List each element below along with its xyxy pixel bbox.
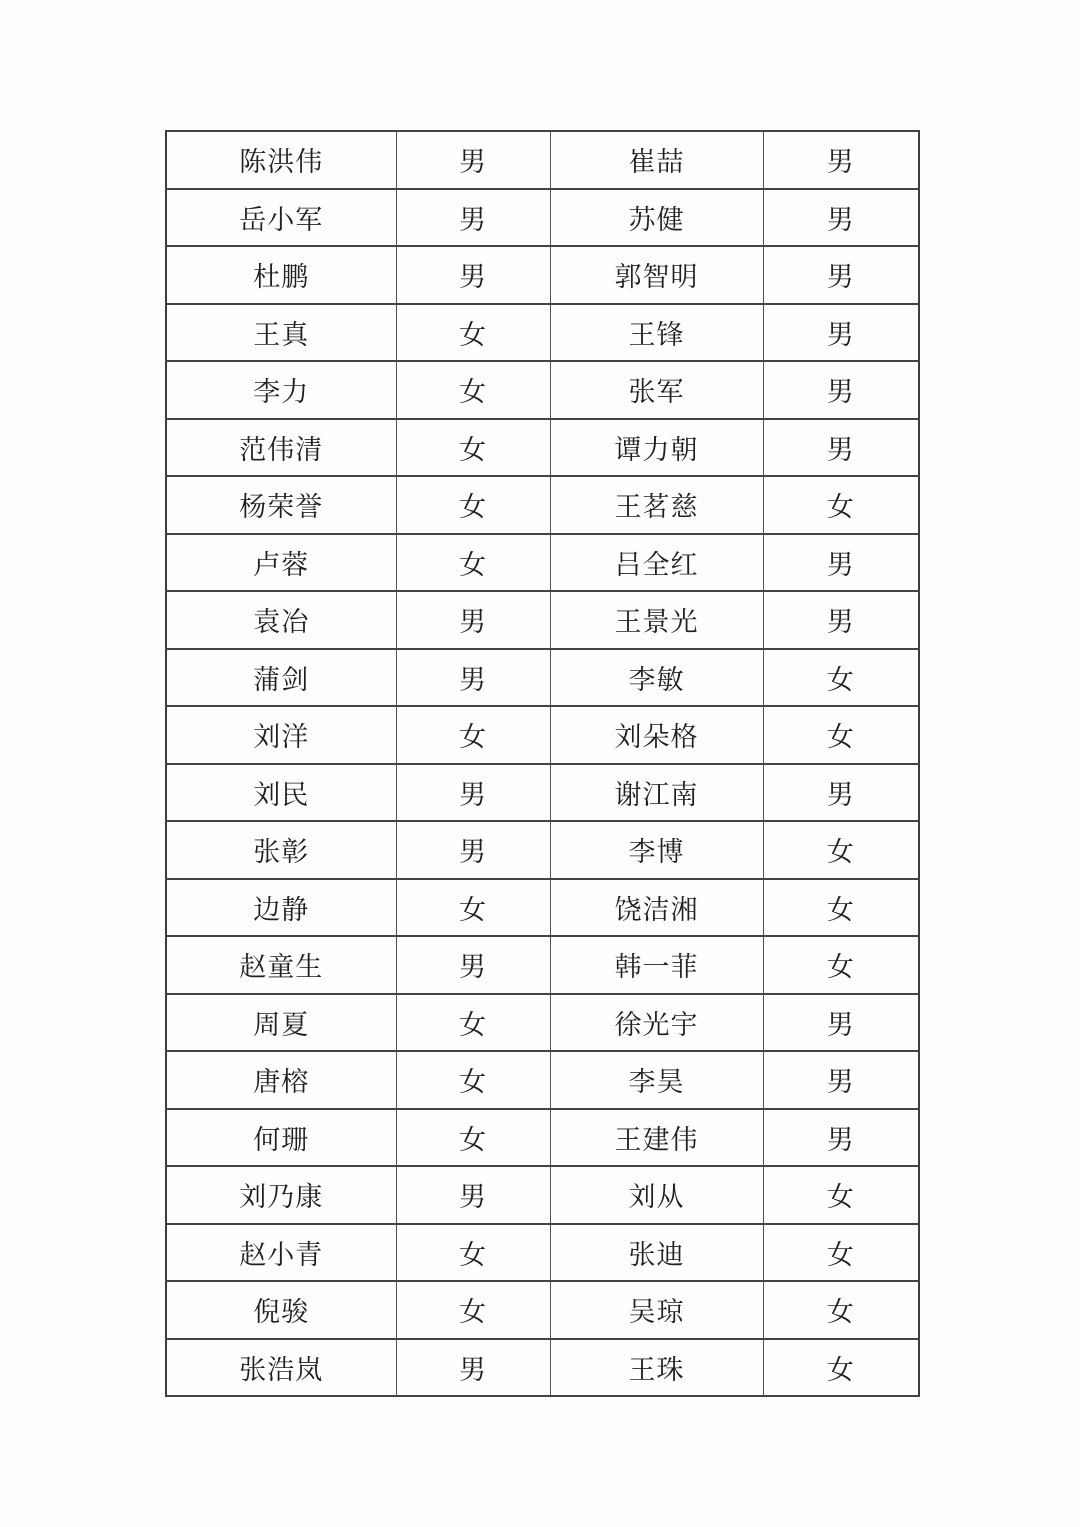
name-cell: 李昊 <box>550 1051 763 1109</box>
table-row <box>166 994 919 1052</box>
gender-cell: 女 <box>396 419 550 477</box>
name-cell: 陈洪伟 <box>166 131 396 189</box>
name-cell: 张彰 <box>166 821 396 879</box>
gender-cell: 女 <box>763 821 919 879</box>
gender-cell: 男 <box>396 131 550 189</box>
table-row <box>166 131 919 189</box>
gender-cell: 女 <box>763 879 919 937</box>
table-row <box>166 936 919 994</box>
name-cell: 饶洁湘 <box>550 879 763 937</box>
gender-cell: 女 <box>763 1339 919 1397</box>
gender-cell: 女 <box>763 649 919 707</box>
table-row <box>166 1224 919 1282</box>
gender-cell: 男 <box>763 361 919 419</box>
table-row <box>166 189 919 247</box>
table-row <box>166 1166 919 1224</box>
name-cell: 岳小军 <box>166 189 396 247</box>
name-cell: 王锋 <box>550 304 763 362</box>
table-row <box>166 246 919 304</box>
name-cell: 郭智明 <box>550 246 763 304</box>
table-row <box>166 1051 919 1109</box>
name-cell: 张军 <box>550 361 763 419</box>
gender-cell: 女 <box>396 994 550 1052</box>
name-cell: 蒲剑 <box>166 649 396 707</box>
table-row <box>166 534 919 592</box>
gender-cell: 男 <box>763 1109 919 1167</box>
name-cell: 边静 <box>166 879 396 937</box>
name-cell: 李博 <box>550 821 763 879</box>
gender-cell: 男 <box>396 591 550 649</box>
name-cell: 崔喆 <box>550 131 763 189</box>
name-cell: 卢蓉 <box>166 534 396 592</box>
gender-cell: 女 <box>396 706 550 764</box>
gender-cell: 女 <box>763 476 919 534</box>
name-cell: 王茗慈 <box>550 476 763 534</box>
name-cell: 李力 <box>166 361 396 419</box>
gender-cell: 男 <box>396 246 550 304</box>
gender-cell: 女 <box>396 534 550 592</box>
name-cell: 王建伟 <box>550 1109 763 1167</box>
gender-cell: 男 <box>763 1051 919 1109</box>
name-cell: 刘从 <box>550 1166 763 1224</box>
gender-cell: 女 <box>763 706 919 764</box>
table-row <box>166 706 919 764</box>
name-cell: 赵童生 <box>166 936 396 994</box>
name-cell: 倪骏 <box>166 1281 396 1339</box>
name-cell: 王景光 <box>550 591 763 649</box>
name-cell: 李敏 <box>550 649 763 707</box>
table-row <box>166 1109 919 1167</box>
name-cell: 刘洋 <box>166 706 396 764</box>
gender-cell: 女 <box>396 879 550 937</box>
name-cell: 徐光宇 <box>550 994 763 1052</box>
table-row <box>166 821 919 879</box>
name-cell: 张迪 <box>550 1224 763 1282</box>
table-row <box>166 879 919 937</box>
name-cell: 何珊 <box>166 1109 396 1167</box>
name-cell: 吴琼 <box>550 1281 763 1339</box>
table-row <box>166 476 919 534</box>
gender-cell: 女 <box>763 1224 919 1282</box>
name-cell: 苏健 <box>550 189 763 247</box>
gender-cell: 男 <box>396 764 550 822</box>
gender-cell: 女 <box>763 936 919 994</box>
name-cell: 张浩岚 <box>166 1339 396 1397</box>
name-cell: 杜鹏 <box>166 246 396 304</box>
gender-cell: 女 <box>763 1166 919 1224</box>
table-row <box>166 591 919 649</box>
gender-cell: 女 <box>396 1224 550 1282</box>
name-cell: 王珠 <box>550 1339 763 1397</box>
gender-cell: 女 <box>396 476 550 534</box>
gender-cell: 男 <box>763 246 919 304</box>
gender-cell: 男 <box>763 189 919 247</box>
gender-cell: 男 <box>763 131 919 189</box>
gender-cell: 女 <box>396 361 550 419</box>
gender-cell: 男 <box>763 304 919 362</box>
name-cell: 周夏 <box>166 994 396 1052</box>
name-cell: 袁冶 <box>166 591 396 649</box>
table-row <box>166 361 919 419</box>
gender-cell: 女 <box>396 304 550 362</box>
gender-cell: 男 <box>763 591 919 649</box>
table-row <box>166 1339 919 1397</box>
name-cell: 谢江南 <box>550 764 763 822</box>
gender-cell: 女 <box>396 1281 550 1339</box>
name-cell: 唐榕 <box>166 1051 396 1109</box>
table-row <box>166 764 919 822</box>
gender-cell: 男 <box>763 419 919 477</box>
table-row <box>166 419 919 477</box>
gender-cell: 女 <box>396 1109 550 1167</box>
name-cell: 韩一菲 <box>550 936 763 994</box>
name-cell: 吕全红 <box>550 534 763 592</box>
name-cell: 范伟清 <box>166 419 396 477</box>
gender-cell: 男 <box>396 936 550 994</box>
name-cell: 赵小青 <box>166 1224 396 1282</box>
gender-cell: 女 <box>396 1051 550 1109</box>
name-cell: 谭力朝 <box>550 419 763 477</box>
name-cell: 刘乃康 <box>166 1166 396 1224</box>
gender-cell: 女 <box>763 1281 919 1339</box>
gender-cell: 男 <box>763 764 919 822</box>
gender-cell: 男 <box>396 1339 550 1397</box>
gender-cell: 男 <box>396 1166 550 1224</box>
gender-cell: 男 <box>763 994 919 1052</box>
table-row <box>166 1281 919 1339</box>
roster-table <box>165 130 920 1397</box>
gender-cell: 男 <box>763 534 919 592</box>
table-row <box>166 649 919 707</box>
name-cell: 杨荣誉 <box>166 476 396 534</box>
name-cell: 刘朵格 <box>550 706 763 764</box>
table-row <box>166 304 919 362</box>
name-cell: 刘民 <box>166 764 396 822</box>
gender-cell: 男 <box>396 649 550 707</box>
roster-table-body <box>166 131 919 1396</box>
gender-cell: 男 <box>396 821 550 879</box>
name-cell: 王真 <box>166 304 396 362</box>
gender-cell: 男 <box>396 189 550 247</box>
